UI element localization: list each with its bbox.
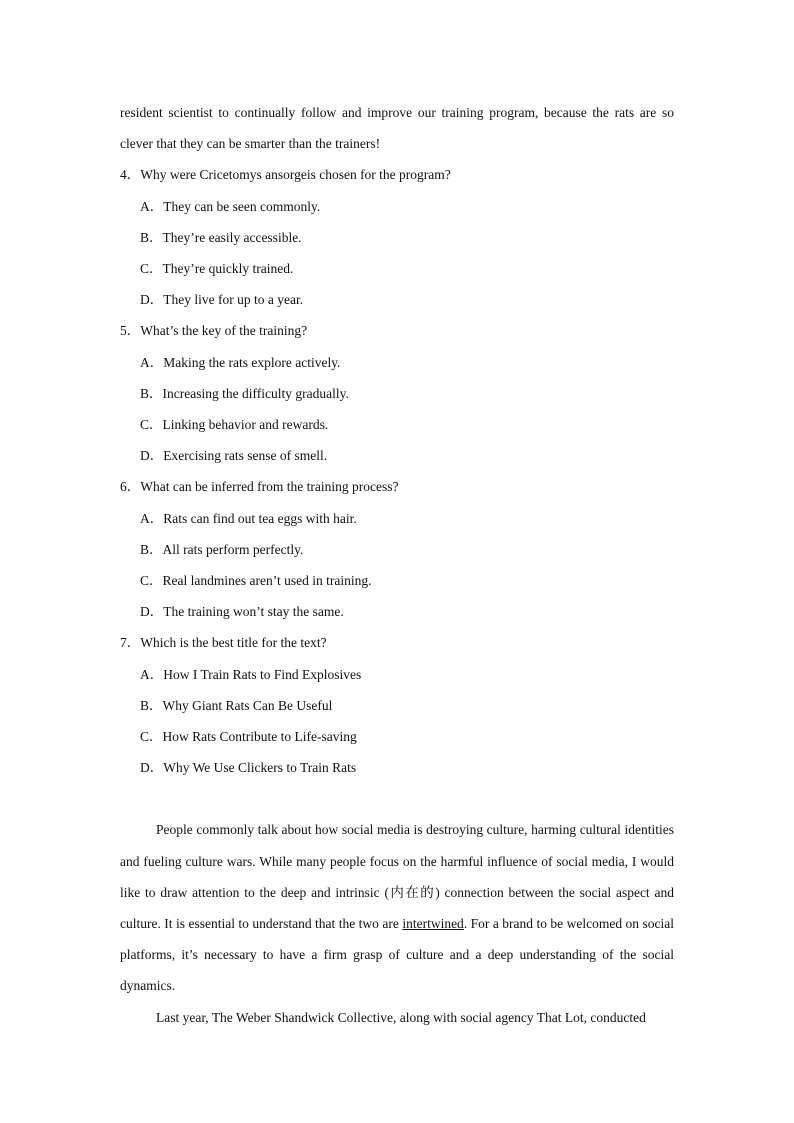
- option-a: A．Making the rats explore actively.: [140, 354, 341, 370]
- section-gap: [120, 783, 674, 814]
- question-6: [120, 471, 674, 627]
- option-a: A．Rats can find out tea eggs with hair.: [140, 510, 357, 526]
- option-a: A．They can be seen commonly.: [140, 198, 321, 214]
- option-c: C．Linking behavior and rewards.: [140, 417, 329, 433]
- option-b: B．Increasing the difficulty gradually.: [140, 385, 349, 401]
- option-b: B．Why Giant Rats Can Be Useful: [140, 697, 333, 713]
- underlined-word: intertwined: [402, 916, 464, 932]
- option-b: B．They’re easily accessible.: [140, 229, 302, 245]
- option-d: D．They live for up to a year.: [140, 292, 304, 308]
- option-c: C．They’re quickly trained.: [140, 261, 294, 277]
- passage-end-paragraph: resident scientist to continually follow and improve our training program, because the rats are so clever that they can be smarter than the trainers!: [120, 105, 674, 152]
- paragraph-text: People commonly talk about how social media is destroying culture, harming cultural identities and fueling culture wars. While many people focus on the harmful influence of social media, I would like to draw attention to the deep and intrinsic (内在的) connection between the social aspect and culture. It is essential to understand that the two are: [120, 822, 674, 932]
- question-stem: 7．Which is the best title for the text?: [120, 635, 327, 651]
- question-stem: 5．What’s the key of the training?: [120, 323, 308, 339]
- option-d: D．The training won’t stay the same.: [140, 604, 344, 620]
- question-stem: 6．What can be inferred from the training process?: [120, 479, 399, 495]
- option-a: A．How I Train Rats to Find Explosives: [140, 666, 362, 682]
- question-stem: 4．Why were Cricetomys ansorgeis chosen for the program?: [120, 167, 451, 183]
- question-7: [120, 627, 674, 783]
- paragraph-text: . For a brand to be welcomed on social platforms, it’s necessary to have a firm grasp of culture and a deep understanding of the social dynamics.: [120, 916, 674, 994]
- option-c: C．How Rats Contribute to Life-saving: [140, 729, 357, 745]
- page-content: [120, 97, 674, 1033]
- question-5: [120, 315, 674, 471]
- question-4: [120, 159, 674, 315]
- option-b: B．All rats perform perfectly.: [140, 541, 304, 557]
- passage-paragraph-2: Last year, The Weber Shandwick Collective, along with social agency That Lot, conducted: [156, 1009, 646, 1025]
- passage-paragraph-1: [120, 814, 674, 1001]
- option-c: C．Real landmines aren’t used in training.: [140, 573, 372, 589]
- option-d: D．Exercising rats sense of smell.: [140, 448, 328, 464]
- option-d: D．Why We Use Clickers to Train Rats: [140, 760, 357, 776]
